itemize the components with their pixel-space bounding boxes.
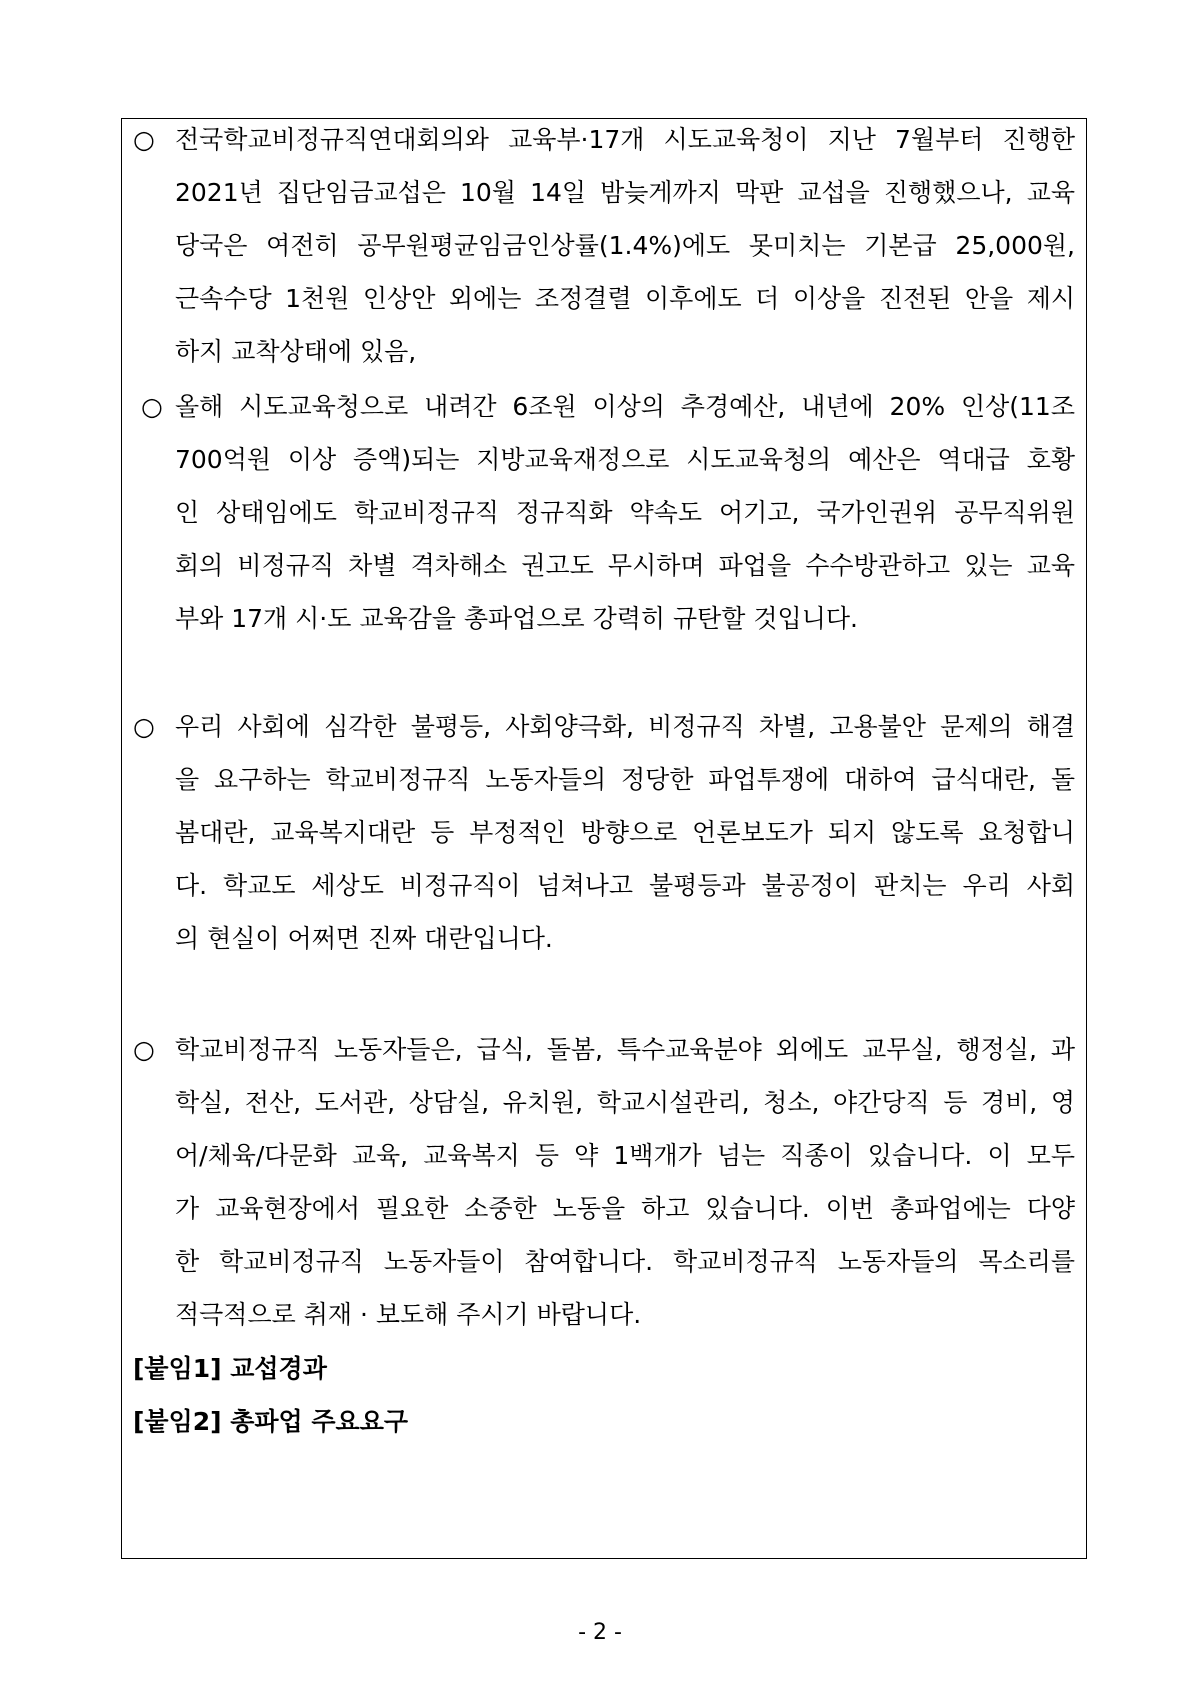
paragraph-line: 당국은 여전히 공무원평균임금인상률(1.4%)에도 못미치는 기본급 25,000원,: [175, 231, 1075, 260]
paragraph-line: 의 현실이 어쩌면 진짜 대란입니다.: [175, 924, 553, 953]
paragraph-line: 근속수당 1천원 인상안 외에는 조정결렬 이후에도 더 이상을 진전된 안을 제시: [175, 284, 1075, 313]
circle-bullet-icon: ○: [133, 712, 155, 741]
paragraph-line: 적극적으로 취재 · 보도해 주시기 바랍니다.: [175, 1300, 642, 1329]
paragraph-line: 어/체육/다문화 교육, 교육복지 등 약 1백개가 넘는 직종이 있습니다. 이 모두: [175, 1141, 1075, 1170]
paragraph-line: 을 요구하는 학교비정규직 노동자들의 정당한 파업투쟁에 대하여 급식대란, 돌: [175, 765, 1075, 794]
paragraph-line: 부와 17개 시·도 교육감을 총파업으로 강력히 규탄할 것입니다.: [175, 604, 858, 633]
paragraph-line: 인 상태임에도 학교비정규직 정규직화 약속도 어기고, 국가인권위 공무직위원: [175, 498, 1075, 527]
paragraph-line: 가 교육현장에서 필요한 소중한 노동을 하고 있습니다. 이번 총파업에는 다양: [175, 1194, 1075, 1223]
paragraph-line: 다. 학교도 세상도 비정규직이 넘쳐나고 불평등과 불공정이 판치는 우리 사회: [175, 871, 1075, 900]
paragraph-line: ○ 전국학교비정규직연대회의와 교육부·17개 시도교육청이 지난 7월부터 진행한: [133, 120, 1075, 160]
paragraph-line: 학실, 전산, 도서관, 상담실, 유치원, 학교시설관리, 청소, 야간당직 등 경비, 영: [175, 1088, 1075, 1117]
attachment-2-label: [붙임2] 총파업 주요요구: [133, 1407, 409, 1436]
circle-bullet-icon: ○: [141, 392, 163, 421]
paragraph-line: 700억원 이상 증액)되는 지방교육재정으로 시도교육청의 예산은 역대급 호황: [175, 445, 1075, 474]
paragraph-line: 봄대란, 교육복지대란 등 부정적인 방향으로 언론보도가 되지 않도록 요청합니: [175, 818, 1075, 847]
paragraph-line: ○ 올해 시도교육청으로 내려간 6조원 이상의 추경예산, 내년에 20% 인상(11조: [141, 387, 1075, 427]
circle-bullet-icon: ○: [133, 125, 155, 154]
attachment-1-label: [붙임1] 교섭경과: [133, 1354, 327, 1383]
paragraph-line: 2021년 집단임금교섭은 10월 14일 밤늦게까지 막판 교섭을 진행했으나, 교육: [175, 178, 1075, 207]
paragraph-line: 한 학교비정규직 노동자들이 참여합니다. 학교비정규직 노동자들의 목소리를: [175, 1247, 1075, 1276]
circle-bullet-icon: ○: [133, 1035, 155, 1064]
paragraph-line: 하지 교착상태에 있음,: [175, 337, 417, 366]
paragraph-line: ○ 학교비정규직 노동자들은, 급식, 돌봄, 특수교육분야 외에도 교무실, 행정실, 과: [133, 1030, 1075, 1070]
paragraph-line: ○ 우리 사회에 심각한 불평등, 사회양극화, 비정규직 차별, 고용불안 문제의 해결: [133, 707, 1075, 747]
page-number: - 2 -: [578, 1620, 622, 1645]
paragraph-line: 회의 비정규직 차별 격차해소 권고도 무시하며 파업을 수수방관하고 있는 교육: [175, 551, 1075, 580]
